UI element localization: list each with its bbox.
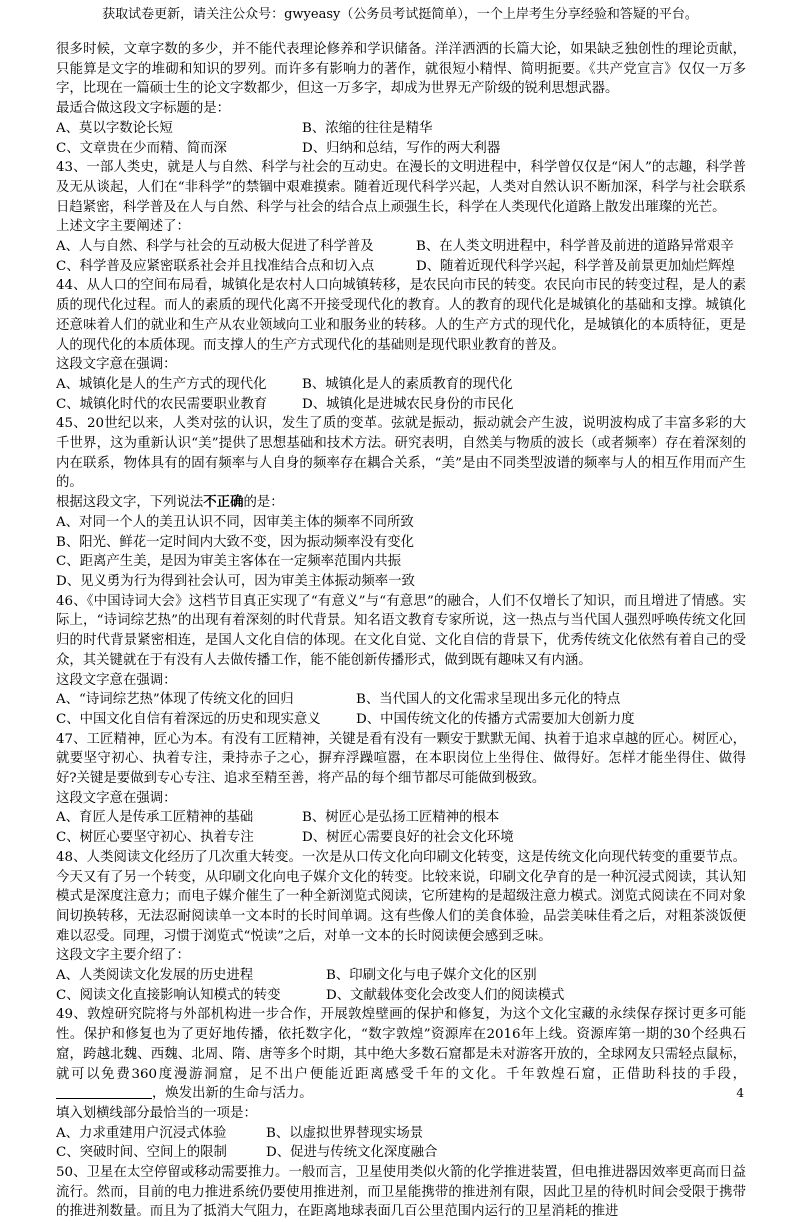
option-a: A、人类阅读文化发展的历史进程: [56, 968, 254, 984]
option-d: D、文献载体变化会改变人们的阅读模式: [326, 987, 565, 1003]
question-stem-44: 这段文字意在强调：: [56, 357, 177, 373]
passage-46: 46、《中国诗词大会》这档节目真正实现了“有意义”与“有意思”的融合，人们不仅增长了知识，而且增进了情感。实际上，“诗词综艺热”的出现有着深刻的时代背景。知名语文教育专家所说，这一热点与当代国人强烈呼唤传统文化回归的时代背景紧密相连，是国人文化自信的体现。在文化自觉、文化自信的背景下，优秀传统文化依然有着自己的受众，其关键就在于有没有人去做传播工作，能不能创新传播形式，做到既有趣味又有内涵。: [56, 593, 746, 668]
option-a: A、“诗词综艺热”体现了传统文化的回归: [56, 692, 294, 708]
fill-in-blank: [56, 1084, 152, 1099]
passage-42: 很多时候，文章字数的多少，并不能代表理论修养和学识储备。洋洋洒洒的长篇大论，如果缺乏独创性的理论贡献，只能算是文字的堆砌和知识的罗列。而许多有影响力的著作，就很短小精悍、简明扼要。《共产党宣言》仅仅一万多字，比现在一篇硕士生的论文字数都少，但这一万多字，却成为世界无产阶级的锐利思想武器。: [56, 42, 746, 97]
stem-text: 的是：: [243, 495, 284, 511]
option-c: C、距离产生美，是因为审美主客体在一定频率范围内共振: [56, 554, 402, 570]
passage-44: 44、从人口的空间布局看，城镇化是农村人口向城镇转移，是农民向市民的转变。农民向市民的转变过程，是人的素质的现代化过程。而人的素质的现代化离不开接受现代化的教育。人的教育的现代化是城镇化的基础和支撑。城镇化还意味着人们的就业和生产从农业领域向工业和服务业的转移。人的生产方式的现代化，是城镇化的本质特征，更是人的现代化的本质体现。而支撑人的生产方式现代化的基础则是现代职业教育的普及。: [56, 278, 746, 353]
passage-48: 48、人类阅读文化经历了几次重大转变。一次是从口传文化向印刷文化转变，这是传统文化向现代转变的重要节点。今天又有了另一个转变，从印刷文化向电子媒介文化的转变。比较来说，印刷文化孕育的是一种沉浸式阅读，其认知模式是深度注意力；而电子媒介催生了一种全新浏览式阅读，它所建构的是超级注意力模式。浏览式阅读在不同对象间切换转移，无法忍耐阅读单一文本时的长时间单调。这有些像人们的美食体验，品尝美味佳肴之后，对粗茶淡饭便难以忍受。同理，习惯于浏览式“悦读”之后，对单一文本的长时阅读便会感到乏味。: [56, 849, 746, 944]
passage-text: 49、敦煌研究院将与外部机构进一步合作，开展敦煌壁画的保护和修复，为这个文化宝藏的永续保存探讨更多可能性。保护和修复也为了更好地传播，依托数字化，“数字敦煌”资源库在2016年上线。资源库第一期的30个经典石窟，跨越北魏、西魏、北周、隋、唐等多个时期，其中绝大多数石窟都是未对游客开放的，全球网友只需轻点鼠标，就可以免费360度漫游洞窟，足不出户便能近距离感受千年的文化。千年敦煌石窟，正借助科技的手段，: [56, 1007, 746, 1082]
option-d: D、见义勇为行为得到社会认可，因为审美主体振动频率一致: [56, 573, 415, 589]
passage-47: 47、工匠精神，匠心为本。有没有工匠精神，关键是看有没有一颗安于默默无闻、执着于追求卓越的匠心。树匠心，就要坚守初心、执着专注，秉持赤子之心，摒弃浮躁喧嚣，在本职岗位上坐得住、做得好。怎样才能坐得住、做得好?关键是要做到专心专注、追求至精至善，将产品的每个细节都尽可能做到极致。: [56, 731, 746, 787]
options-row: [56, 1143, 746, 1163]
option-c: C、文章贵在少而精、简而深: [56, 140, 227, 156]
options-row: [56, 237, 746, 257]
option-d: D、树匠心需要良好的社会文化环境: [302, 830, 514, 846]
option-c: C、中国文化自信有着深远的历史和现实意义: [56, 711, 321, 727]
option-c: C、突破时间、空间上的限制: [56, 1145, 227, 1161]
question-stem-48: 这段文字主要介绍了：: [56, 948, 190, 964]
option-b: B、当代国人的文化需求呈现出多元化的特点: [356, 692, 621, 708]
question-stem-47: 这段文字意在强调：: [56, 790, 177, 806]
option-d: D、城镇化是进城农民身份的市民化: [302, 396, 514, 412]
header-banner: 获取试卷更新，请关注公众号：gwyeasy（公务员考试挺简单），一个上岸考生分享经验和答疑的平台。: [102, 7, 698, 22]
options-row: [56, 395, 746, 415]
question-stem-49: 填入划横线部分最恰当的一项是：: [56, 1105, 257, 1121]
option-b: B、浓缩的往往是精华: [302, 120, 433, 136]
options-row: [56, 139, 746, 159]
options-row: [56, 1124, 746, 1144]
option-a: A、育匠人是传承工匠精神的基础: [56, 810, 254, 826]
option-c: C、阅读文化直接影响认知模式的转变: [56, 987, 281, 1003]
option-b: B、树匠心是弘扬工匠精神的根本: [302, 810, 500, 826]
option-d: D、中国传统文化的传播方式需要加大创新力度: [356, 711, 635, 727]
options-row: [56, 119, 746, 139]
options-row: [56, 690, 746, 710]
stem-text: 根据这段文字，下列说法: [56, 495, 204, 511]
option-a: A、莫以字数论长短: [56, 120, 173, 136]
options-row: [56, 986, 746, 1006]
question-stem-42: 最适合做这段文字标题的是：: [56, 101, 231, 117]
option-b: B、印刷文化与电子媒介文化的区别: [326, 968, 537, 984]
passage-50: 50、卫星在太空停留或移动需要推力。一般而言，卫星使用类似火箭的化学推进装置，但电推进器因效率更高而日益流行。然而，目前的电力推进系统仍要使用推进剂，而卫星能携带的推进剂有限，因此卫星的待机时间会受限于携带的推进剂数量。而且为了抵消大气阻力，在距离地球表面几百公里范围内运行的卫星消耗的推进: [56, 1165, 746, 1220]
stem-emphasis: 不正确: [203, 494, 244, 511]
option-a: A、人与自然、科学与社会的互动极大促进了科学普及: [56, 239, 374, 255]
options-row: [56, 966, 746, 986]
document-body: [56, 40, 746, 1222]
option-c: C、树匠心要坚守初心、执着专注: [56, 830, 254, 846]
passage-45: 45、20世纪以来，人类对弦的认识，发生了质的变革。弦就是振动，振动就会产生波，说明波构成了丰富多彩的大千世界，这为重新认识“美”提供了思想基础和技术方法。研究表明，自然美与物质的波长（或者频率）存在着深刻的内在联系，物体具有的固有频率与人自身的频率存在耦合关系，“美”是由不同类型波谱的频率与人的相互作用而产生的。: [56, 416, 746, 491]
options-row: [56, 257, 746, 277]
option-d: D、归纳和总结，写作的两大利器: [302, 140, 501, 156]
options-row: [56, 375, 746, 395]
options-row: [56, 828, 746, 848]
passage-text: ，焕发出新的生命与活力。: [152, 1086, 313, 1102]
option-c: C、城镇化时代的农民需要职业教育: [56, 396, 268, 412]
option-d: D、促进与传统文化深度融合: [266, 1145, 438, 1161]
option-b: B、在人类文明进程中，科学普及前进的道路异常艰辛: [416, 239, 734, 255]
option-a: A、对同一个人的美丑认识不同，因审美主体的频率不同所致: [56, 514, 414, 530]
option-a: A、城镇化是人的生产方式的现代化: [56, 376, 267, 392]
question-stem-46: 这段文字意在强调：: [56, 672, 177, 688]
question-stem-45: [56, 493, 746, 513]
option-b: B、城镇化是人的素质教育的现代化: [302, 376, 513, 392]
option-d: D、随着近现代科学兴起，科学普及前景更加灿烂辉煌: [416, 258, 735, 274]
option-c: C、科学普及应紧密联系社会并且找准结合点和切入点: [56, 258, 375, 274]
page-number: 4: [736, 1086, 744, 1100]
option-a: A、力求重建用户沉浸式体验: [56, 1125, 227, 1141]
options-row: [56, 808, 746, 828]
options-row: [56, 710, 746, 730]
question-stem-43: 上述文字主要阐述了：: [56, 219, 190, 235]
option-b: B、以虚拟世界替现实场景: [266, 1125, 424, 1141]
option-b: B、阳光、鲜花一定时间内大致不变，因为振动频率没有变化: [56, 534, 414, 550]
passage-49: [56, 1005, 746, 1104]
passage-43: 43、一部人类史，就是人与自然、科学与社会的互动史。在漫长的文明进程中，科学曾仅仅是“闲人”的志趣，科学普及无从谈起，人们在“非科学”的禁锢中艰难摸索。随着近现代科学兴起，人类对自然认识不断加深，科学与社会联系日趋紧密，科学普及在人与自然、科学与社会的结合点上顽强生长，科学在人类现代化道路上散发出璀璨的光芒。: [56, 160, 746, 215]
